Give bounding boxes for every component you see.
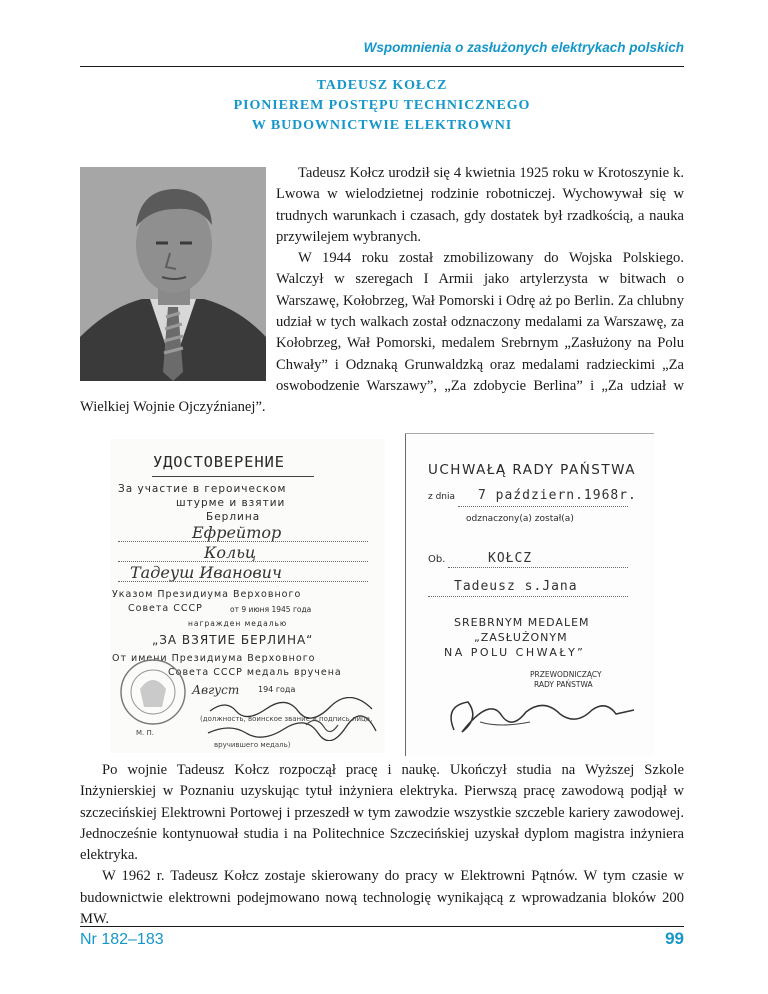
documents-scan (80, 433, 685, 755)
title-line: PIONIEREM POSTĘPU TECHNICZNEGO (233, 98, 531, 113)
issue-number: Nr 182–183 (80, 931, 164, 948)
paragraph: Po wojnie Tadeusz Kołcz rozpoczął pracę i naukę. Ukończył studia na Wyższej Szkole Inżynierskiej w Poznaniu uzyskując tytuł inżyniera elektryka. Pierwszą pracę zawodową podjął w szczecińskiej Elektrowni Portowej i przeszedł w tym zawodzie wszystkie szczeble kariery zawodowej. Jednocześnie kontynuował studia i na Politechnice Szczecińskiej uzyskał dyplom magistra inżyniera elektryka. (80, 762, 684, 864)
decree-date: от 9 июня 1945 года (230, 605, 312, 614)
paragraph: Tadeusz Kołcz urodził się 4 kwietnia 1925 roku w Krotoszynie k. Lwowa w wielodzietnej rodzinie robotniczej. Wychowywał się w trudnych warunkach i czasach, gdy dostatek był rzadkością, a nauka przywilejem wybranych. (276, 165, 684, 245)
dotted-line (458, 506, 628, 507)
dotted-line (118, 561, 368, 562)
decree-line: Совета СССР (128, 603, 203, 614)
portrait-illustration (80, 167, 266, 381)
handwritten-surname: Кольц (204, 543, 257, 562)
surname-value: KOŁCZ (488, 551, 533, 566)
medal-line: „ZASŁUŻONYM (474, 631, 568, 644)
medal-name: „ЗА ВЗЯТИЕ БЕРЛИНА“ (152, 633, 314, 647)
chair-label: RADY PAŃSTWA (534, 680, 593, 689)
certificate-line: штурме и взятии (176, 497, 286, 509)
certificate-title: UCHWAŁĄ RADY PAŃSTWA (428, 462, 636, 478)
medal-line: SREBRNYM MEDALEM (454, 616, 590, 629)
certificate-title: УДОСТОВЕРЕНИЕ (153, 453, 285, 471)
dotted-line (118, 541, 368, 542)
year-line: 194 года (258, 685, 296, 694)
chair-label: PRZEWODNICZĄCY (530, 670, 602, 679)
awarded-label: odznaczony(a) został(a) (466, 514, 574, 524)
dotted-line (118, 581, 368, 582)
name-value: Tadeusz s.Jana (454, 579, 578, 594)
signature-caption: вручившего медаль) (214, 741, 291, 749)
running-title: Wspomnienia o zasłużonych elektrykach polskich (363, 40, 684, 55)
chair-signature (440, 692, 640, 738)
article-title (80, 76, 684, 136)
date-value: 7 październ.1968r. (478, 488, 637, 503)
page-number: 99 (665, 929, 684, 948)
handwritten-name: Тадеуш Иванович (130, 563, 282, 582)
medal-line: NA POLU CHWAŁY” (444, 646, 586, 659)
title-line: W BUDOWNICTWIE ELEKTROWNI (251, 118, 513, 133)
stamp-seal (118, 649, 188, 735)
signature-caption: (должность, воинское звание и подпись лица, (200, 715, 373, 723)
certificate-ru (110, 439, 385, 753)
title-underline (152, 476, 314, 477)
dotted-line (428, 596, 628, 597)
paragraph: W 1962 r. Tadeusz Kołcz zostaje skierowany do pracy w Elektrowni Pątnów. W tym czasie w budownictwie elektrowni podejmowano nową technologię wynikającą z wprowadzania bloków 200 MW. (80, 868, 684, 928)
header-rule (80, 66, 684, 67)
portrait-photo (80, 167, 266, 381)
awarded-text: награжден медалью (188, 619, 288, 628)
on-behalf-line: Совета СССР медаль вручена (168, 667, 342, 678)
handwritten-rank: Ефрейтор (192, 523, 282, 542)
dotted-line (448, 567, 628, 568)
mp-mark: М. П. (136, 729, 154, 737)
title-line: TADEUSZ KOŁCZ (316, 78, 448, 93)
decree-line: Указом Президиума Верховного (112, 589, 302, 600)
on-behalf-line: От имени Президиума Верховного (112, 653, 316, 664)
footer-rule (80, 926, 684, 927)
certificate-pl (405, 433, 654, 756)
certificate-line: За участие в героическом (118, 483, 287, 495)
handwritten-date: Август (192, 683, 240, 697)
date-label: z dnia (428, 492, 456, 502)
ob-label: Ob. (428, 554, 446, 565)
lower-section (80, 760, 684, 930)
paragraph: W 1944 roku został zmobilizowany do Wojska Polskiego. Walczył w szeregach I Armii jako artylerzysta w bitwach o Warszawę, Kołobrzeg, Wał Pomorski i Odrę aż po Berlin. Za chlubny udział w tych walkach został odznaczony medalami za Warszawę, za Kołobrzeg, Wał Pomorski, medalem Srebrnym „Zasłużony na Polu Chwały” i Odznaką Grunwaldzką oraz medalami radzieckimi „Za oswobodzenie Warszawy”, „Za zdobycie Berlina” i „Za udział w Wielkiej Wojnie Ojczyźnianej”. (80, 250, 684, 416)
certificate-line: Берлина (206, 511, 261, 523)
lead-section (80, 163, 684, 419)
